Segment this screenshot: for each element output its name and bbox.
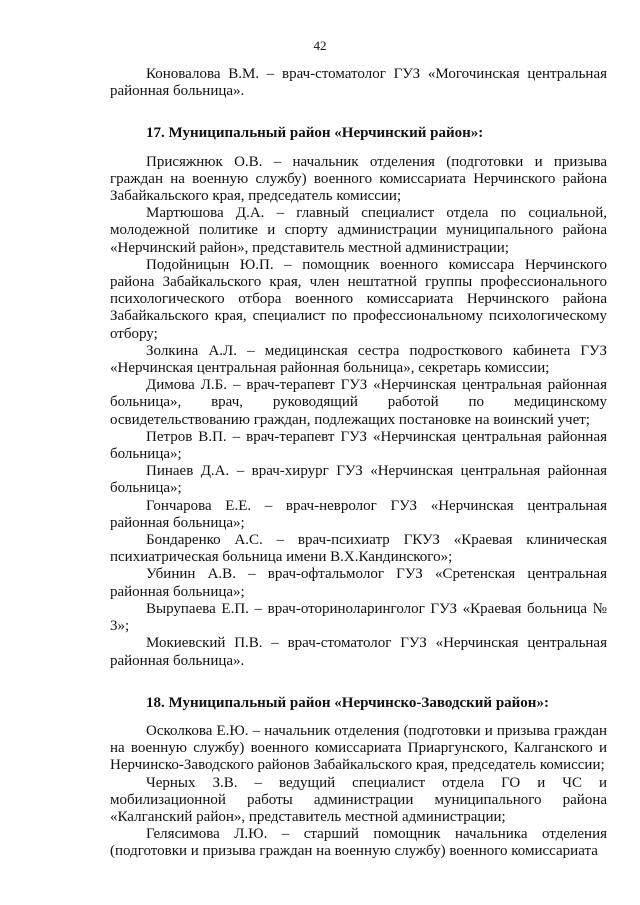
section-18 [110,695,607,861]
paragraph: Осколкова Е.Ю. – начальник отделения (подготовки и призыва граждан на военную службу) военного комиссариата Приаргунского, Калганского и Нерчинско-Заводского районов Забайкальского края, председатель комиссии; [110,722,607,774]
paragraph: Убинин А.В. – врач-офтальмолог ГУЗ «Сретенская центральная районная больница»; [110,566,607,600]
section-title: 18. Муниципальный район «Нерчинско-Заводский район»: [146,694,549,711]
section-title: 17. Муниципальный район «Нерчинский район»: [146,125,484,142]
paragraph: Коновалова В.М. – врач-стоматолог ГУЗ «Могочинская центральная районная больница». [110,66,607,100]
paragraph: Пинаев Д.А. – врач-хирург ГУЗ «Нерчинская центральная районная больница»; [110,463,607,497]
paragraph: Гелясимова Л.Ю. – старший помощник начальника отделения (подготовки и призыва граждан на военную службу) военного комиссариата [110,826,607,860]
paragraph: Подойницын Ю.П. – помощник военного комиссара Нерчинского района Забайкальского края, член нештатной группы профессионального психологического отбора военного комиссариата Нерчинского района Забайкальского края, специалист по профессиональному психологическому отбору; [110,256,607,342]
page-number: 42 [313,38,327,53]
paragraph: Мокиевский П.В. – врач-стоматолог ГУЗ «Нерчинская центральная районная больница». [110,635,607,669]
paragraph: Мартюшова Д.А. – главный специалист отдела по социальной, молодежной политике и спорту администрации муниципального района «Нерчинский район», представитель местной администрации; [110,205,607,256]
document-body [110,66,607,861]
section-17 [110,125,607,669]
paragraph: Бондаренко А.С. – врач-психиатр ГКУЗ «Краевая клиническая психиатрическая больница имени В.Х.Кандинского»; [110,532,607,566]
paragraph: Вырупаева Е.П. – врач-оториноларинголог ГУЗ «Краевая больница № 3»; [110,600,607,635]
paragraph: Золкина А.Л. – медицинская сестра подросткового кабинета ГУЗ «Нерчинская центральная районная больница», секретарь комиссии; [110,342,607,377]
paragraph: Присяжнюк О.В. – начальник отделения (подготовки и призыва граждан на военную службу) военного комиссариата Нерчинского района Забайкальского края, председатель комиссии; [110,153,607,205]
paragraph: Петров В.П. – врач-терапевт ГУЗ «Нерчинская центральная районная больница»; [110,428,607,463]
paragraph: Гончарова Е.Е. – врач-невролог ГУЗ «Нерчинская центральная районная больница»; [110,497,607,531]
paragraph: Димова Л.Б. – врач-терапевт ГУЗ «Нерчинская центральная районная больница», врач, руководящий работой по медицинскому освидетельствованию граждан, подлежащих постановке на воинский учет; [110,377,607,428]
paragraph: Черных З.В. – ведущий специалист отдела ГО и ЧС и мобилизационной работы администрации муниципального района «Калганский район», представитель местной администрации; [110,774,607,825]
